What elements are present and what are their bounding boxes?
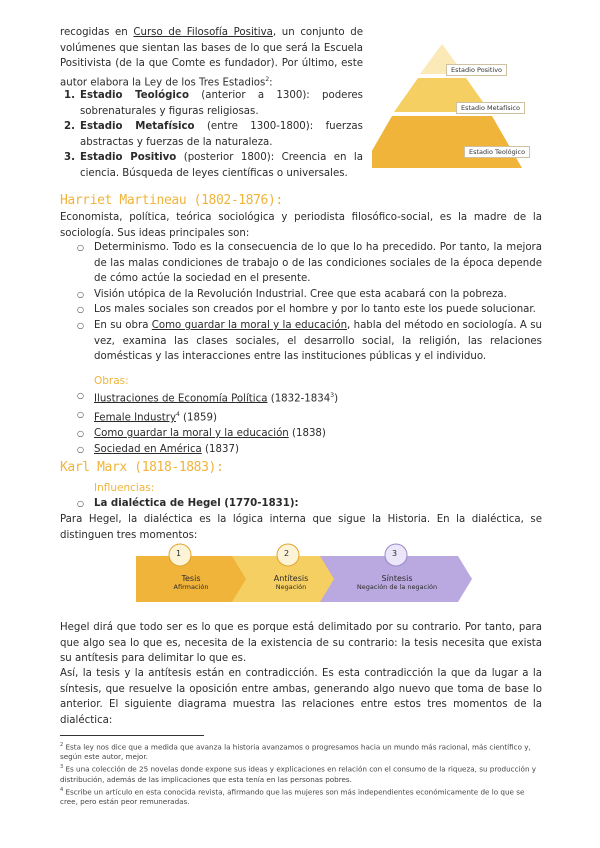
work-link[interactable]: Como guardar la moral y la educación xyxy=(94,427,289,439)
works-heading: Obras: xyxy=(94,375,129,387)
stages-list xyxy=(60,88,363,182)
footnote-2: $^2$ Esta ley nos dice que a medida que avanza la historia avanzamos o progresamos hacia un mundo más racional, más científico y, según este autor, mejor. xyxy=(60,742,531,762)
works-list xyxy=(76,388,542,457)
step-title: Síntesis xyxy=(381,574,413,583)
pyramid-label-theological: Estadio Teológico xyxy=(464,146,530,158)
footnote-divider xyxy=(60,735,204,736)
step-subtitle: Negación de la negación xyxy=(356,583,438,591)
list-item: ○ Female Industry$^4$ (1859) xyxy=(76,407,542,426)
como-guardar-link[interactable]: Como guardar la moral y la educación xyxy=(151,319,348,331)
marx-heading: Karl Marx (1818-1883): xyxy=(60,460,224,475)
footnote-ref-3[interactable]: 3 xyxy=(330,392,335,399)
footnote-ref-4[interactable]: 4 xyxy=(175,410,180,418)
dialectic-step-antithesis xyxy=(236,574,346,592)
list-item xyxy=(76,496,542,512)
list-item: 1. Estadio Teológico (anterior a 1300): poderes sobrenaturales y figuras religiosas. xyxy=(64,90,363,117)
list-item: ○ Los males sociales son creados por el hombre y por lo tanto este los puede solucionar. xyxy=(76,302,542,318)
influences-list xyxy=(76,496,542,512)
list-item: ○ Determinismo. Todo es la consecuencia de lo que lo ha precedido. Por tanto, la mejora de las malas condiciones de trabajo o de las condiciones sociales de la época depende de cómo actúe la sociedad en el presente. xyxy=(76,240,542,287)
work-link[interactable]: Sociedad en América xyxy=(94,443,202,455)
step-subtitle: Negación xyxy=(275,583,307,591)
stage-title: Estadio Positivo xyxy=(80,152,177,164)
pyramid-label-positive: Estadio Positivo xyxy=(446,64,507,76)
list-item: ○ Como guardar la moral y la educación (1838) xyxy=(76,426,542,442)
step-title: Tesis xyxy=(181,574,201,583)
list-item: ○ Visión utópica de la Revolución Industrial. Cree que esta acabará con la pobreza. xyxy=(76,287,542,303)
dialectic-step-thesis xyxy=(136,574,246,592)
martineau-ideas-list xyxy=(76,240,542,365)
list-item: ○ Sociedad en América (1837) xyxy=(76,442,542,458)
pyramid-label-metaphysical: Estadio Metafísico xyxy=(456,102,525,114)
dialectic-num-3: 3 xyxy=(392,549,398,558)
dialectic-num-2: 2 xyxy=(284,549,290,558)
footnotes xyxy=(60,740,542,807)
footnote-4: $^4$ Escribe un artículo en esta conocida revista, afirmando que las mujeres son más independientes económicamente de lo que se cree, pero están peor remuneradas. xyxy=(60,786,525,807)
list-item: 3. Estadio Positivo (posterior 1800): Creencia en la ciencia. Búsqueda de leyes científicas o universales. xyxy=(64,152,363,179)
dialectic-num-1: 1 xyxy=(176,549,182,558)
footnote-3: $^3$ Es una colección de 25 novelas donde expone sus ideas y explicaciones en relación con el consumo de la riqueza, su producción y distribución, además de las implicaciones que esta tenía en las personas pobres. xyxy=(60,764,537,784)
three-stages-pyramid xyxy=(372,40,547,175)
intro-text-pre: recogidas en xyxy=(60,27,134,38)
martineau-intro: Economista, política, teórica sociológica y periodista filosófico-social, es la madre de la sociología. Sus ideas principales son: xyxy=(60,212,542,239)
footnote-ref-2[interactable]: 2 xyxy=(265,75,270,83)
martineau-heading: Harriet Martineau (1802-1876): xyxy=(60,193,283,208)
list-item: ○ En su obra Como guardar la moral y la educación, habla del método en sociología. A su vez, examina las clases sociales, el desarrollo social, la religión, las relaciones domésticas y las interacciones entre las instituciones públicas y el individuo. xyxy=(76,318,542,365)
step-subtitle: Afirmación xyxy=(173,583,209,591)
list-item: 2. Estadio Metafísico (entre 1300-1800): fuerzas abstractas y fuerzas de la naturaleza. xyxy=(64,121,363,148)
hegel-paragraph-1: Para Hegel, la dialéctica es la lógica interna que sigue la Historia. En la dialéctica, se distinguen tres momentos: xyxy=(60,514,542,541)
hegel-paragraph-3: Así, la tesis y la antítesis están en contradicción. Es esta contradicción la que da lugar a la síntesis, que resuelve la oposición entre ambas, generando algo nuevo que toma de base lo anterior. El siguiente diagrama muestra las relaciones entre estos tres momentos de la dialéctica: xyxy=(60,668,542,726)
hegel-paragraph-2: Hegel dirá que todo ser es lo que es porque está delimitado por su contrario. Por tanto, para que algo sea lo que es, necesita de la existencia de su contrario: la tesis necesita que exista su antítesis para delimitar lo que es. xyxy=(60,622,542,665)
stage-title: Estadio Metafísico xyxy=(80,121,195,133)
work-link[interactable]: Ilustraciones de Economía Política xyxy=(94,393,268,405)
influences-heading: Influencias: xyxy=(94,482,155,494)
intro-paragraph: recogidas en Curso de Filosofía Positiva, un conjunto de volúmenes que sientan las bases de lo que será la Escuela Positivista (de la que Comte es fundador). Por último, este autor elabora la Ley de los Tres Estadios$^2$: xyxy=(60,27,363,89)
step-title: Antítesis xyxy=(273,574,309,583)
pyramid-tier-theological xyxy=(372,116,522,168)
hegel-item: La dialéctica de Hegel (1770-1831): xyxy=(94,498,299,509)
curso-filosofia-link[interactable]: Curso de Filosofía Positiva xyxy=(133,27,273,38)
dialectic-diagram xyxy=(136,542,472,608)
stage-title: Estadio Teológico xyxy=(80,90,189,101)
work-link[interactable]: Female Industry xyxy=(94,412,176,424)
dialectic-step-synthesis xyxy=(332,574,462,592)
intro-text-post: , un conjunto de volúmenes que sientan las bases de lo que será la Escuela Positivista (de la que Comte es fundador). Por último, este autor elabora la Ley de los Tres Estadios xyxy=(60,27,363,89)
list-item: ○ Ilustraciones de Economía Política (1832-1834$^3$) xyxy=(76,388,542,407)
